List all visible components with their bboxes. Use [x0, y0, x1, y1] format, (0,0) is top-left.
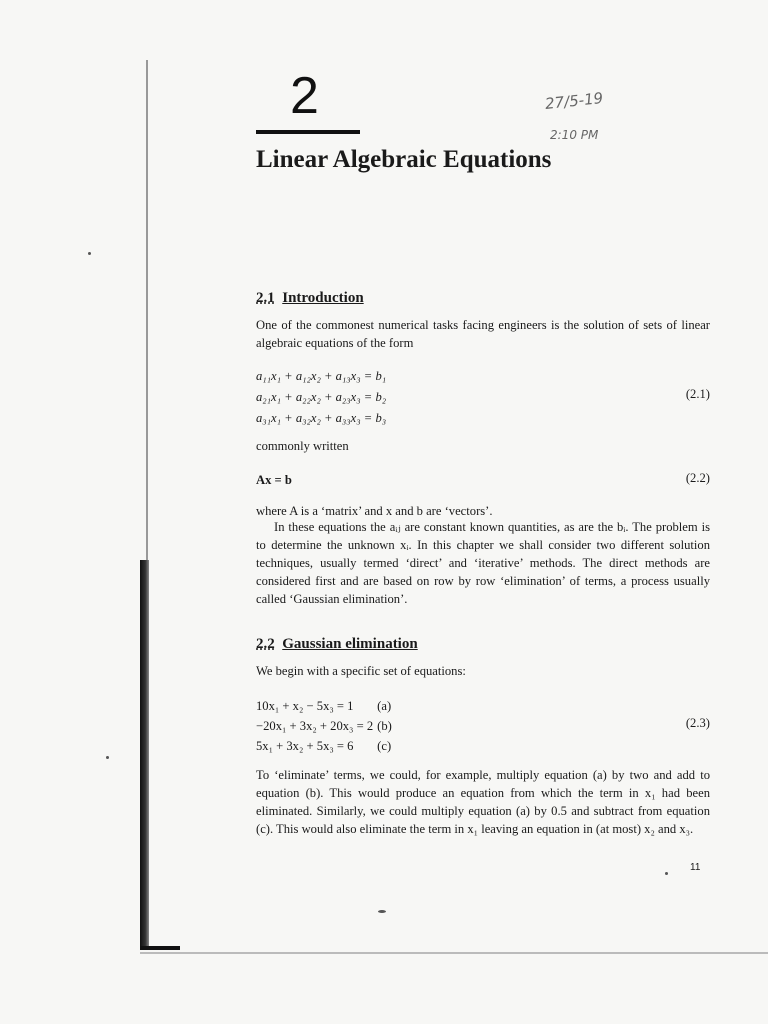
section-heading-gaussian: [256, 636, 418, 653]
equation-row: a₁₁x₁ + a₁₂x₂ + a₁₃x₃ = b₁: [256, 369, 387, 383]
where-text: where A is a ‘matrix’ and x and b are ‘vectors’.: [256, 504, 493, 518]
section-number: 2.1: [256, 290, 275, 306]
section-title: Introduction: [282, 290, 364, 306]
equation-label: (2.1): [685, 387, 710, 401]
binding-edge: [146, 60, 148, 560]
chapter-number: 2: [290, 67, 319, 125]
equation-block-2-1: [256, 366, 386, 429]
section-title: Gaussian elimination: [282, 636, 418, 652]
scan-speck: [106, 756, 109, 759]
section-heading-introduction: [256, 290, 364, 307]
handwritten-date: 27/5-19: [544, 89, 604, 113]
equation-row: [256, 736, 396, 756]
chapter-title: Linear Algebraic Equations: [256, 146, 552, 173]
equation-label: (2.3): [685, 716, 710, 730]
equation-tag: (a): [377, 699, 392, 713]
methods-paragraph: In these equations the aᵢⱼ are constant known quantities, as are the bᵢ. The problem is to determine the unknown xᵢ. In this chapter we shall consider two different solution techniques, usually termed ‘direct’ and ‘iterative’ methods. The direct methods are considered first and are based on row by row ‘elimination’ of terms, a process usually called ‘Gaussian elimination’.: [256, 520, 710, 606]
equation-label: (2.2): [685, 471, 710, 485]
page-number: 11: [690, 862, 701, 873]
equation-row: [256, 716, 396, 736]
equation-row: a₂₁x₁ + a₂₂x₂ + a₂₃x₃ = b₂: [256, 390, 387, 404]
page-bottom-edge: [140, 952, 768, 954]
section-number: 2.2: [256, 636, 275, 652]
equation-tag: (b): [377, 719, 392, 733]
equation-row: [256, 696, 396, 716]
handwritten-time: 2:10 PM: [550, 128, 599, 142]
gaussian-intro: We begin with a specific set of equations:: [256, 664, 466, 678]
chapter-rule: [256, 130, 360, 134]
scan-speck: [378, 910, 386, 913]
equation-lhs: −20x₁ + 3x₂ + 20x₃ = 2: [256, 719, 374, 733]
equation-row: a₃₁x₁ + a₃₂x₂ + a₃₃x₃ = b₃: [256, 411, 387, 425]
equation-block-2-3: [256, 696, 396, 756]
scan-speck: [88, 252, 91, 255]
intro-paragraph: One of the commonest numerical tasks facing engineers is the solution of sets of linear algebraic equations of the form: [256, 318, 710, 350]
matrix-equation: Ax = b: [256, 473, 292, 487]
equation-lhs: 10x₁ + x₂ − 5x₃ = 1: [256, 699, 354, 713]
commonly-written-text: commonly written: [256, 439, 349, 453]
equation-tag: (c): [377, 739, 392, 753]
equation-lhs: 5x₁ + 3x₂ + 5x₃ = 6: [256, 739, 354, 753]
scan-speck: [665, 872, 668, 875]
binding-shadow: [140, 560, 149, 950]
binding-foot: [140, 946, 180, 950]
elimination-paragraph: To ‘eliminate’ terms, we could, for example, multiply equation (a) by two and add to equation (b). This would produce an equation from which the term in x₁ had been eliminated. Similarly, we could multiply equation (a) by 0.5 and subtract from equation (c). This would also eliminate the term in x₁ leaving an equation in (at most) x₂ and x₃.: [256, 768, 710, 836]
